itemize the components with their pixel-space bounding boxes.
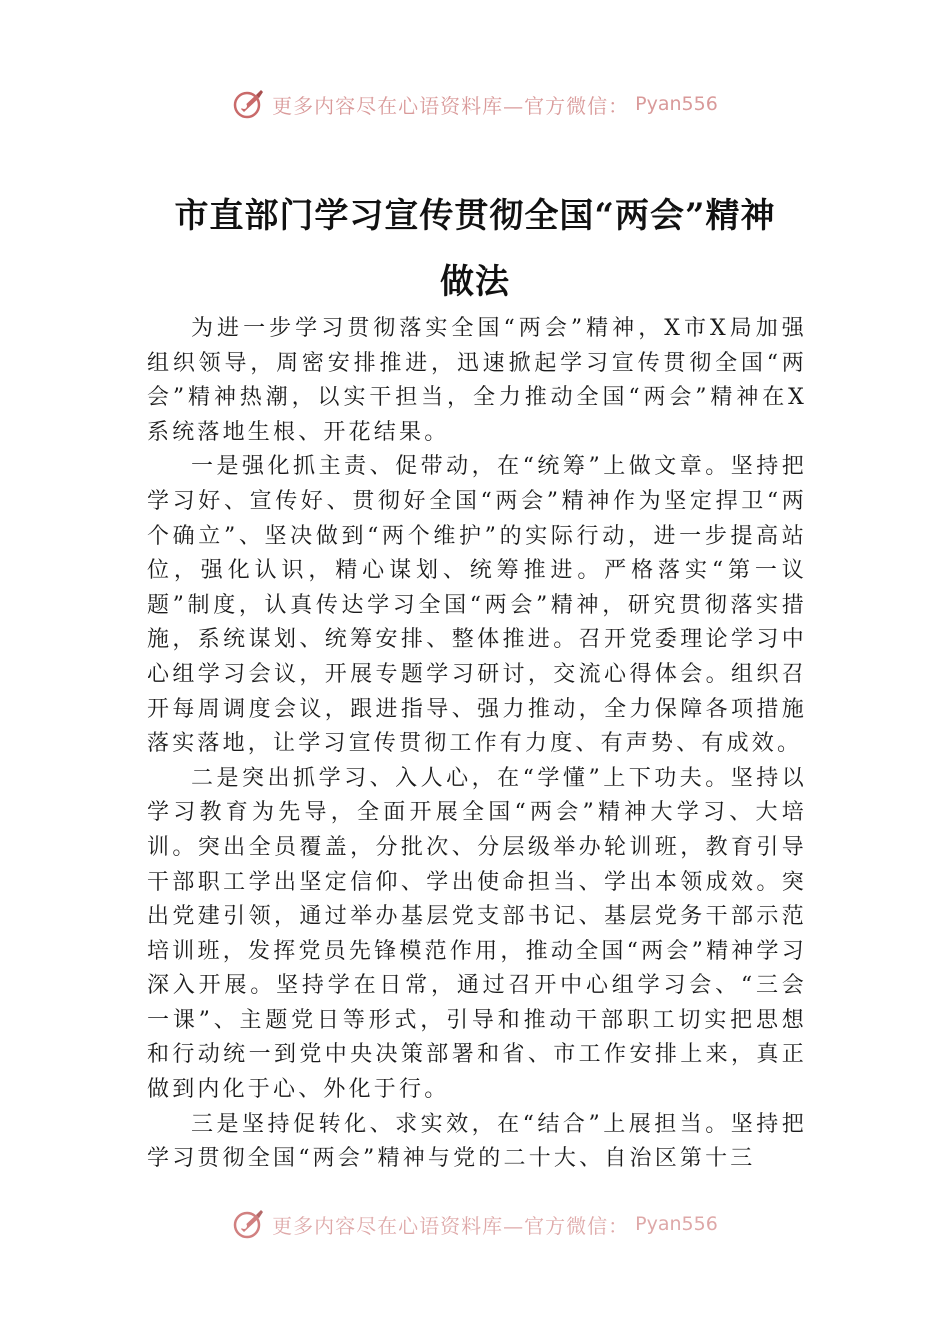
watermark-id: Pyan556 xyxy=(635,1213,718,1235)
paragraph-point-3: 三是坚持促转化、求实效，在“结合”上展担当。坚持把学习贯彻全国“两会”精神与党的二十大、自治区第十三 xyxy=(147,1111,807,1172)
document-body xyxy=(147,312,807,1177)
watermark-header xyxy=(0,84,950,124)
watermark-footer xyxy=(0,1206,950,1242)
watermark-text: 更多内容尽在心语资料库—官方微信： xyxy=(272,93,630,118)
document-title-continued: 做法 xyxy=(440,262,510,302)
document-title: 市直部门学习宣传贯彻全国“两会”精神 xyxy=(174,196,776,236)
paragraph-intro: 为进一步学习贯彻落实全国“两会”精神，X市X局加强组织领导，周密安排推进，迅速掀起学习宣传贯彻全国“两会”精神热潮，以实干担当，全力推动全国“两会”精神在X系统落地生根、开花结果。 xyxy=(147,316,807,445)
paragraph-point-1: 一是强化抓主责、促带动，在“统筹”上做文章。坚持把学习好、宣传好、贯彻好全国“两会”精神作为坚定捍卫“两个确立”、坚决做到“两个维护”的实际行动，进一步提高站位，强化认识，精心谋划、统筹推进。严格落实“第一议题”制度，认真传达学习全国“两会”精神，研究贯彻落实措施，系统谋划、统筹安排、整体推进。召开党委理论学习中心组学习会议，开展专题学习研讨，交流心得体会。组织召开每周调度会议，跟进指导、强力推动，全力保障各项措施落实落地，让学习宣传贯彻工作有力度、有声势、有成效。 xyxy=(147,454,807,757)
paragraph-point-2: 二是突出抓学习、入人心，在“学懂”上下功夫。坚持以学习教育为先导，全面开展全国“两会”精神大学习、大培训。突出全员覆盖，分批次、分层级举办轮训班，教育引导干部职工学出坚定信仰、学出使命担当、学出本领成效。突出党建引领，通过举办基层党支部书记、基层党务干部示范培训班，发挥党员先锋模范作用，推动全国“两会”精神学习深入开展。坚持学在日常，通过召开中心组学习会、“三会一课”、主题党日等形式，引导和推动干部职工切实把思想和行动统一到党中央决策部署和省、市工作安排上来，真正做到内化于心、外化于行。 xyxy=(147,765,807,1103)
pen-logo-icon xyxy=(232,1207,266,1241)
watermark-id: Pyan556 xyxy=(635,93,718,115)
pen-logo-icon xyxy=(232,87,266,121)
watermark-text: 更多内容尽在心语资料库—官方微信： xyxy=(272,1213,630,1238)
